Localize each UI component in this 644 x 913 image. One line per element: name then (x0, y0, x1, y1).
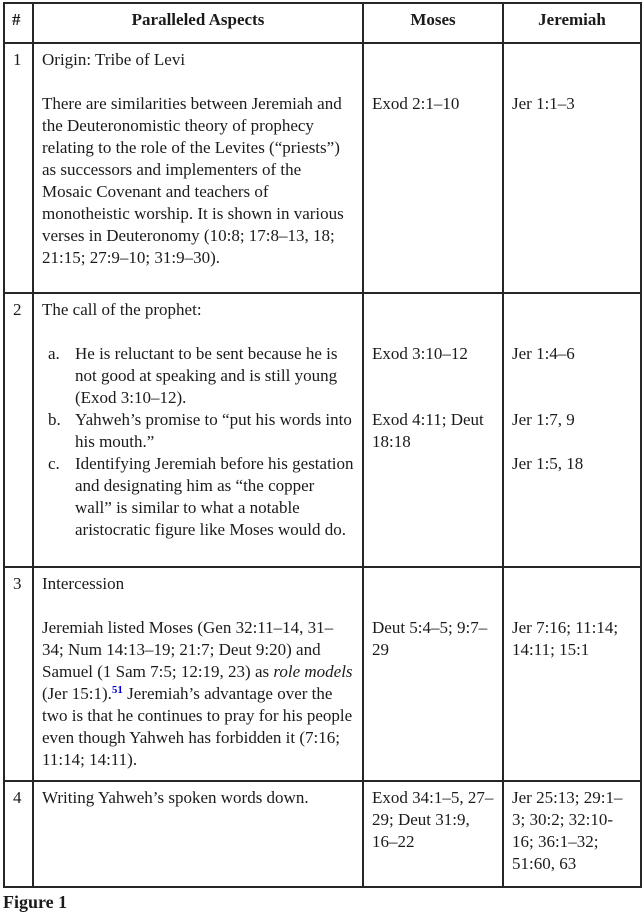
aspect-title: Intercession (42, 574, 125, 593)
row-number: 3 (4, 567, 33, 781)
list-item (42, 453, 354, 541)
aspect-list (42, 343, 354, 541)
moses-refs-cell (363, 567, 503, 781)
scripture-ref: Exod 4:11; Deut 18:18 (372, 410, 484, 451)
col-header-number: # (4, 3, 33, 43)
aspect-body (42, 617, 354, 771)
scripture-ref: Jer 25:13; 29:1–3; 30:2; 32:10-16; 36:1–32; 51:60, 63 (512, 788, 623, 873)
header-row (4, 3, 641, 43)
list-item-letter: b. (48, 410, 61, 429)
list-item (42, 343, 354, 409)
scripture-ref: Jer 1:5, 18 (512, 454, 584, 473)
col-header-jeremiah: Jeremiah (503, 3, 641, 43)
aspect-title: Origin: Tribe of Levi (42, 50, 186, 69)
jeremiah-refs-cell (503, 781, 641, 887)
scripture-ref: Jer 1:4–6 (512, 344, 575, 363)
aspects-cell (33, 781, 363, 887)
body-text: (Jer 15:1). (42, 684, 112, 703)
body-text-italic: role models (273, 662, 353, 681)
body-text: Jeremiah’s advantage over the two is that he continues to pray for his people even though Yahweh has forbidden it (7:16; 11:14; 14:11). (42, 684, 353, 769)
comparison-table (3, 2, 642, 888)
aspect-title: The call of the prophet: (42, 300, 202, 319)
table-row (4, 567, 641, 781)
scripture-ref: Jer 7:16; 11:14; 14:11; 15:1 (512, 618, 619, 659)
row-number: 2 (4, 293, 33, 567)
footnote-link[interactable]: 51 (111, 684, 123, 696)
row-number: 4 (4, 781, 33, 887)
jeremiah-refs-cell (503, 567, 641, 781)
aspects-cell (33, 567, 363, 781)
aspect-body: There are similarities between Jeremiah and the Deuteronomistic theory of prophecy relating to the role of the Levites (“priests”) as successors and implementers of the Mosaic Covenant and teachers of monotheistic worship. It is shown in various verses in Deuteronomy (10:8; 17:8–13, 18; 21:15; 27:9–10; 31:9–30). (42, 94, 344, 267)
row-number: 1 (4, 43, 33, 293)
table-row (4, 293, 641, 567)
moses-refs-cell (363, 293, 503, 567)
moses-refs-cell (363, 43, 503, 293)
jeremiah-refs-cell (503, 293, 641, 567)
scripture-ref: Deut 5:4–5; 9:7–29 (372, 618, 488, 659)
list-item-text: Identifying Jeremiah before his gestation and designating him as “the copper wall” is similar to what a notable aristocratic figure like Moses would do. (75, 454, 354, 539)
list-item-text: Yahweh’s promise to “put his words into his mouth.” (75, 410, 352, 451)
list-item-letter: a. (48, 344, 60, 363)
figure-caption: Figure 1 (3, 892, 68, 912)
scripture-ref: Exod 34:1–5, 27–29; Deut 31:9, 16–22 (372, 788, 494, 851)
list-item (42, 409, 354, 453)
moses-refs-cell (363, 781, 503, 887)
jeremiah-refs-cell (503, 43, 641, 293)
list-item-text: He is reluctant to be sent because he is not good at speaking and is still young (Exod 3:10–12). (75, 344, 338, 407)
scripture-ref: Jer 1:1–3 (512, 94, 575, 113)
aspect-title: Writing Yahweh’s spoken words down. (42, 788, 309, 807)
table-row (4, 43, 641, 293)
aspects-cell (33, 43, 363, 293)
col-header-aspects: Paralleled Aspects (33, 3, 363, 43)
col-header-moses: Moses (363, 3, 503, 43)
aspects-cell (33, 293, 363, 567)
scripture-ref: Jer 1:7, 9 (512, 410, 575, 429)
scripture-ref: Exod 3:10–12 (372, 344, 468, 363)
list-item-letter: c. (48, 454, 60, 473)
table-row (4, 781, 641, 887)
body-text: Jeremiah listed Moses (Gen 32:11–14, 31–34; Num 14:13–19; 21:7; Deut 9:20) and Samuel (1 Sam 7:5; 12:19, 23) as (42, 618, 334, 681)
scripture-ref: Exod 2:1–10 (372, 94, 460, 113)
